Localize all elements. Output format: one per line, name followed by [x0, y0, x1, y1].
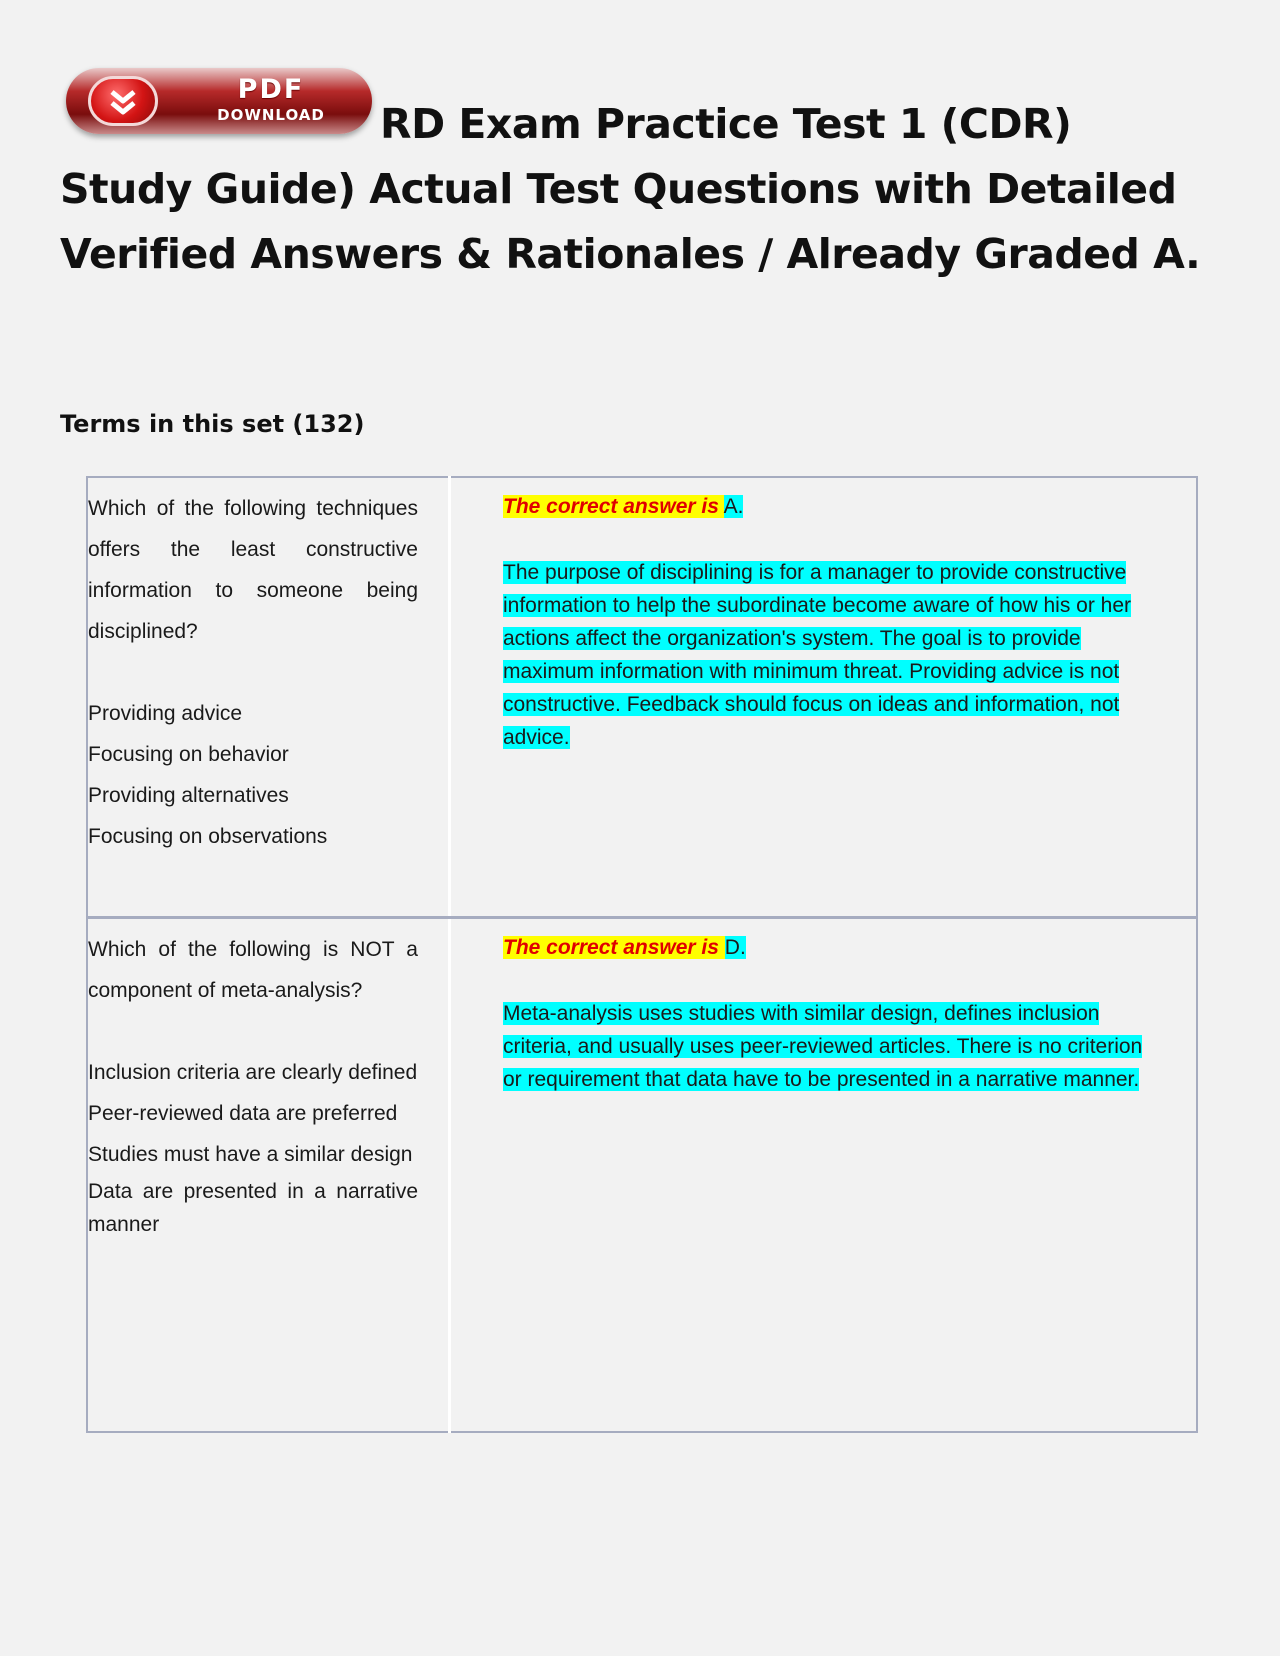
option-list	[88, 693, 418, 857]
answer-cell	[450, 477, 1198, 918]
option-list	[88, 1052, 418, 1241]
question-text: Which of the following techniques offers the least constructive information to someone being disciplined?	[88, 497, 418, 643]
page-title: RD Exam Practice Test 1 (CDR) Study Guide) Actual Test Questions with Detailed Verified Answers & Rationales / Already Graded A.	[60, 100, 1201, 278]
question-text: Which of the following is NOT a component of meta-analysis?	[88, 938, 418, 1002]
answer-explanation	[503, 556, 1156, 754]
option-item: Peer-reviewed data are preferred	[88, 1102, 398, 1125]
answer-explanation	[503, 997, 1156, 1096]
badge-pdf-label: PDF	[237, 74, 305, 105]
option-item: Data are presented in a narrative manner	[88, 1180, 418, 1236]
qa-table	[86, 476, 1198, 1433]
answer-letter: A.	[723, 495, 744, 518]
question-cell	[87, 918, 450, 1433]
option-item: Focusing on behavior	[88, 743, 289, 766]
answer-cell	[450, 918, 1198, 1433]
answer-lead: The correct answer is	[503, 495, 719, 518]
table-row	[87, 477, 1197, 918]
question-cell	[87, 477, 450, 918]
option-item: Providing alternatives	[88, 784, 289, 807]
terms-heading: Terms in this set (132)	[60, 410, 365, 438]
badge-download-label: DOWNLOAD	[217, 106, 325, 124]
table-row	[87, 918, 1197, 1433]
option-item: Providing advice	[88, 702, 243, 725]
answer-letter: D.	[724, 936, 746, 959]
answer-line	[503, 931, 1156, 964]
explanation-text: The purpose of disciplining is for a manager to provide constructive information to help the subordinate become aware of how his or her actions affect the organization's system. The goal is to provide maximum information with minimum threat. Providing advice is not constructive. Feedback should focus on ideas and information, not advice.	[503, 561, 1132, 749]
option-item: Studies must have a similar design	[88, 1143, 413, 1166]
option-item: Focusing on observations	[88, 825, 328, 848]
answer-lead: The correct answer is	[503, 936, 719, 959]
option-item: Inclusion criteria are clearly defined	[88, 1061, 418, 1084]
answer-line	[503, 490, 1156, 523]
explanation-text: Meta-analysis uses studies with similar design, defines inclusion criteria, and usually uses peer-reviewed articles. There is no criterion or requirement that data have to be presented in a narrative manner.	[503, 1002, 1143, 1091]
